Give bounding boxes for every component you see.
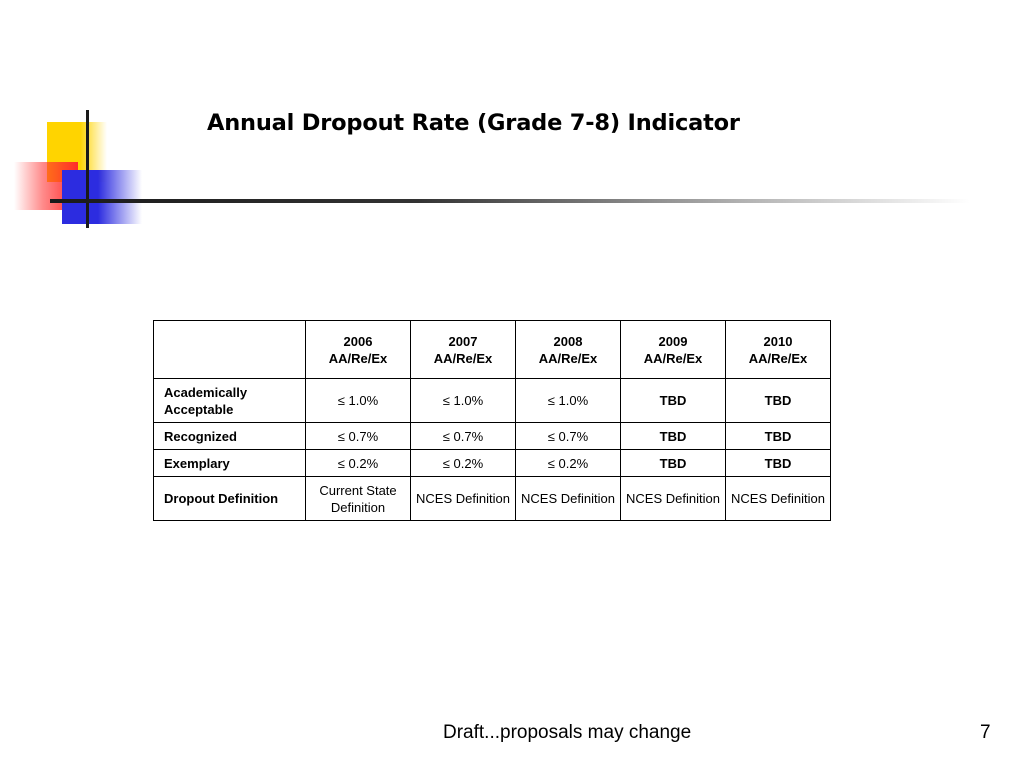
table-cell: ≤ 0.7% bbox=[306, 423, 411, 450]
column-header bbox=[411, 321, 516, 379]
column-header bbox=[306, 321, 411, 379]
table-cell: NCES Definition bbox=[726, 477, 831, 521]
table-row bbox=[154, 423, 831, 450]
header-sub: AA/Re/Ex bbox=[748, 350, 808, 366]
table-cell: TBD bbox=[726, 379, 831, 423]
table-cell: TBD bbox=[726, 423, 831, 450]
table-cell: NCES Definition bbox=[516, 477, 621, 521]
header-year: 2006 bbox=[343, 333, 373, 349]
header-sub: AA/Re/Ex bbox=[433, 350, 493, 366]
header-year: 2010 bbox=[763, 333, 793, 349]
table-row bbox=[154, 379, 831, 423]
table-cell: ≤ 1.0% bbox=[411, 379, 516, 423]
table-cell: ≤ 0.7% bbox=[516, 423, 621, 450]
header-sub: AA/Re/Ex bbox=[643, 350, 703, 366]
title-underline bbox=[50, 199, 970, 203]
header-sub: AA/Re/Ex bbox=[538, 350, 598, 366]
row-label: Recognized bbox=[154, 423, 306, 450]
header-year: 2007 bbox=[448, 333, 478, 349]
column-header bbox=[516, 321, 621, 379]
column-header bbox=[621, 321, 726, 379]
footer-note: Draft...proposals may change bbox=[443, 722, 692, 743]
header-sub: AA/Re/Ex bbox=[328, 350, 388, 366]
table-cell: ≤ 0.2% bbox=[411, 450, 516, 477]
table-cell: TBD bbox=[621, 450, 726, 477]
corner-cell bbox=[154, 321, 306, 379]
table-cell: TBD bbox=[621, 379, 726, 423]
table-cell: ≤ 0.2% bbox=[306, 450, 411, 477]
column-header bbox=[726, 321, 831, 379]
decor-blue-square bbox=[62, 170, 142, 224]
table-row bbox=[154, 477, 831, 521]
table-cell: ≤ 0.2% bbox=[516, 450, 621, 477]
table-row bbox=[154, 450, 831, 477]
row-label: Dropout Definition bbox=[154, 477, 306, 521]
dropout-rate-table bbox=[153, 320, 831, 521]
table-header-row bbox=[154, 321, 831, 379]
table-cell: Current State Definition bbox=[306, 477, 411, 521]
row-label: Academically Acceptable bbox=[154, 379, 306, 423]
table-cell: ≤ 0.7% bbox=[411, 423, 516, 450]
table-cell: ≤ 1.0% bbox=[306, 379, 411, 423]
table-cell: TBD bbox=[726, 450, 831, 477]
table-cell: ≤ 1.0% bbox=[516, 379, 621, 423]
table-cell: NCES Definition bbox=[411, 477, 516, 521]
page-number: 7 bbox=[980, 722, 991, 743]
slide-title: Annual Dropout Rate (Grade 7-8) Indicator bbox=[207, 110, 740, 136]
header-year: 2008 bbox=[553, 333, 583, 349]
table-cell: TBD bbox=[621, 423, 726, 450]
header-year: 2009 bbox=[658, 333, 688, 349]
row-label: Exemplary bbox=[154, 450, 306, 477]
decor-vertical-line bbox=[86, 110, 89, 228]
table-cell: NCES Definition bbox=[621, 477, 726, 521]
